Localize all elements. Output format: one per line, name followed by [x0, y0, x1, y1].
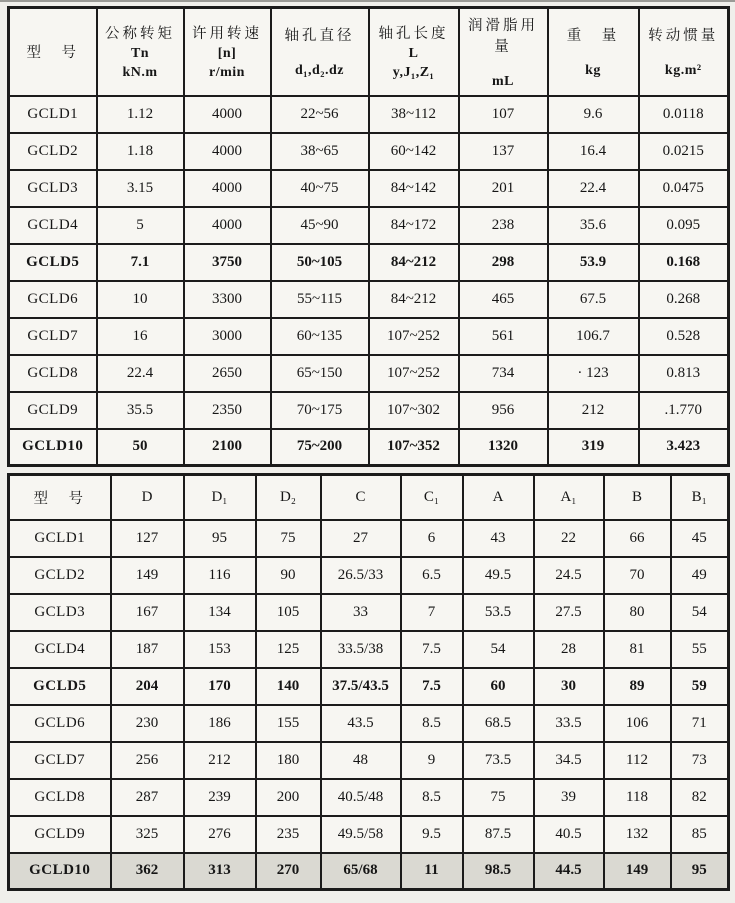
header-line: 轴孔长度 — [378, 26, 449, 43]
value-cell: 7.5 — [401, 668, 463, 705]
value-cell: 1.12 — [97, 96, 184, 133]
value-cell: · 123 — [548, 355, 639, 392]
value-cell: 84~142 — [369, 170, 459, 207]
value-cell: .1.770 — [639, 392, 729, 429]
value-cell: 8.5 — [401, 779, 463, 816]
value-cell: 325 — [111, 816, 184, 853]
value-cell: 187 — [111, 631, 184, 668]
value-cell: 22.4 — [548, 170, 639, 207]
dimension-column-header: D₂ — [256, 475, 321, 520]
value-cell: 127 — [111, 520, 184, 557]
value-cell: 59 — [671, 668, 729, 705]
spec-column-header — [459, 8, 548, 96]
value-cell: 6.5 — [401, 557, 463, 594]
value-cell: 49.5 — [463, 557, 534, 594]
value-cell: 22~56 — [271, 96, 369, 133]
value-cell: 35.5 — [97, 392, 184, 429]
header-line: 轴孔直径 — [284, 28, 355, 45]
value-cell: 33.5 — [534, 705, 604, 742]
spec-column-header — [271, 8, 369, 96]
value-cell: 4000 — [184, 207, 271, 244]
value-cell: 212 — [548, 392, 639, 429]
table-row — [9, 816, 729, 853]
header-line: mL — [492, 73, 514, 89]
dimension-column-header: B₁ — [671, 475, 729, 520]
value-cell: 107 — [459, 96, 548, 133]
value-cell: 24.5 — [534, 557, 604, 594]
value-cell: 2350 — [184, 392, 271, 429]
spec-column-header — [548, 8, 639, 96]
header-line: 重 量 — [566, 28, 620, 45]
dimension-column-header: D₁ — [184, 475, 256, 520]
model-cell: GCLD1 — [9, 520, 111, 557]
value-cell: 70 — [604, 557, 671, 594]
model-cell: GCLD7 — [9, 742, 111, 779]
value-cell: 27 — [321, 520, 401, 557]
model-cell: GCLD9 — [9, 816, 111, 853]
table-row — [9, 355, 729, 392]
value-cell: 33.5/38 — [321, 631, 401, 668]
model-cell: GCLD2 — [9, 557, 111, 594]
table-row — [9, 244, 729, 281]
value-cell: 33 — [321, 594, 401, 631]
value-cell: 8.5 — [401, 705, 463, 742]
value-cell: 49.5/58 — [321, 816, 401, 853]
header-line: Tn — [130, 46, 150, 62]
spec-column-header — [639, 8, 729, 96]
header-line: kg — [585, 63, 601, 79]
value-cell: 35.6 — [548, 207, 639, 244]
value-cell: 68.5 — [463, 705, 534, 742]
table-row — [9, 207, 729, 244]
value-cell: 149 — [111, 557, 184, 594]
scan-artifact-line — [0, 0, 735, 2]
value-cell: 734 — [459, 355, 548, 392]
value-cell: 82 — [671, 779, 729, 816]
model-cell: GCLD3 — [9, 170, 97, 207]
table-row — [9, 557, 729, 594]
value-cell: 90 — [256, 557, 321, 594]
value-cell: 155 — [256, 705, 321, 742]
header-line: kN.m — [122, 65, 158, 81]
value-cell: 313 — [184, 853, 256, 890]
header-line: L — [408, 46, 419, 62]
value-cell: 105 — [256, 594, 321, 631]
table-row — [9, 594, 729, 631]
table-row — [9, 853, 729, 890]
value-cell: 276 — [184, 816, 256, 853]
header-line: d₁,d₂.dz — [295, 63, 344, 79]
value-cell: 0.528 — [639, 318, 729, 355]
dimension-column-header: A — [463, 475, 534, 520]
value-cell: 40~75 — [271, 170, 369, 207]
value-cell: 0.813 — [639, 355, 729, 392]
value-cell: 84~212 — [369, 281, 459, 318]
value-cell: 98.5 — [463, 853, 534, 890]
dimension-column-header: D — [111, 475, 184, 520]
table-row — [9, 668, 729, 705]
dimension-column-header: C₁ — [401, 475, 463, 520]
value-cell: 71 — [671, 705, 729, 742]
model-column-header: 型 号 — [9, 475, 111, 520]
value-cell: 3750 — [184, 244, 271, 281]
value-cell: 40.5 — [534, 816, 604, 853]
value-cell: 2100 — [184, 429, 271, 466]
value-cell: 956 — [459, 392, 548, 429]
dimension-column-header: A₁ — [534, 475, 604, 520]
value-cell: 67.5 — [548, 281, 639, 318]
coupling-performance-table — [7, 6, 730, 467]
model-cell: GCLD5 — [9, 668, 111, 705]
value-cell: 43.5 — [321, 705, 401, 742]
header-line: 许用转速 — [192, 26, 262, 43]
spec-table-header — [9, 8, 729, 96]
dimension-column-header: C — [321, 475, 401, 520]
value-cell: 80 — [604, 594, 671, 631]
model-cell: GCLD7 — [9, 318, 97, 355]
value-cell: 70~175 — [271, 392, 369, 429]
value-cell: 4000 — [184, 170, 271, 207]
header-row — [9, 475, 729, 520]
value-cell: 134 — [184, 594, 256, 631]
value-cell: 0.095 — [639, 207, 729, 244]
value-cell: 66 — [604, 520, 671, 557]
header-line: 公称转矩 — [105, 26, 175, 43]
value-cell: 49 — [671, 557, 729, 594]
value-cell: 54 — [463, 631, 534, 668]
value-cell: 112 — [604, 742, 671, 779]
model-cell: GCLD4 — [9, 207, 97, 244]
value-cell: 107~302 — [369, 392, 459, 429]
value-cell: 6 — [401, 520, 463, 557]
value-cell: 9 — [401, 742, 463, 779]
value-cell: 27.5 — [534, 594, 604, 631]
model-cell: GCLD9 — [9, 392, 97, 429]
header-line: 润滑脂用量 — [468, 17, 538, 55]
value-cell: 4000 — [184, 96, 271, 133]
table-row — [9, 392, 729, 429]
value-cell: 465 — [459, 281, 548, 318]
table-row — [9, 170, 729, 207]
value-cell: 10 — [97, 281, 184, 318]
value-cell: 89 — [604, 668, 671, 705]
value-cell: 132 — [604, 816, 671, 853]
value-cell: 186 — [184, 705, 256, 742]
value-cell: 73 — [671, 742, 729, 779]
value-cell: 60~142 — [369, 133, 459, 170]
value-cell: 0.0118 — [639, 96, 729, 133]
value-cell: 95 — [671, 853, 729, 890]
model-cell: GCLD6 — [9, 281, 97, 318]
dim-table-body — [9, 520, 729, 890]
header-row — [9, 8, 729, 96]
header-line: [n] — [217, 46, 237, 62]
value-cell: 106 — [604, 705, 671, 742]
value-cell: 60~135 — [271, 318, 369, 355]
value-cell: 153 — [184, 631, 256, 668]
value-cell: 37.5/43.5 — [321, 668, 401, 705]
value-cell: 1320 — [459, 429, 548, 466]
value-cell: 3000 — [184, 318, 271, 355]
value-cell: 38~112 — [369, 96, 459, 133]
model-cell: GCLD3 — [9, 594, 111, 631]
value-cell: 0.268 — [639, 281, 729, 318]
value-cell: 167 — [111, 594, 184, 631]
value-cell: 84~212 — [369, 244, 459, 281]
header-line: 转动惯量 — [648, 28, 719, 45]
table-row — [9, 96, 729, 133]
value-cell: 201 — [459, 170, 548, 207]
value-cell: 26.5/33 — [321, 557, 401, 594]
value-cell: 107~252 — [369, 355, 459, 392]
value-cell: 0.0215 — [639, 133, 729, 170]
value-cell: 116 — [184, 557, 256, 594]
table-row — [9, 705, 729, 742]
value-cell: 55~115 — [271, 281, 369, 318]
value-cell: 30 — [534, 668, 604, 705]
model-cell: GCLD4 — [9, 631, 111, 668]
model-column-header — [9, 8, 97, 96]
value-cell: 48 — [321, 742, 401, 779]
value-cell: 55 — [671, 631, 729, 668]
value-cell: 230 — [111, 705, 184, 742]
value-cell: 81 — [604, 631, 671, 668]
value-cell: 125 — [256, 631, 321, 668]
model-cell: GCLD10 — [9, 853, 111, 890]
value-cell: 137 — [459, 133, 548, 170]
value-cell: 84~172 — [369, 207, 459, 244]
value-cell: 3.15 — [97, 170, 184, 207]
value-cell: 7 — [401, 594, 463, 631]
value-cell: 65/68 — [321, 853, 401, 890]
value-cell: 34.5 — [534, 742, 604, 779]
value-cell: 362 — [111, 853, 184, 890]
value-cell: 39 — [534, 779, 604, 816]
value-cell: 43 — [463, 520, 534, 557]
model-cell: GCLD2 — [9, 133, 97, 170]
value-cell: 7.1 — [97, 244, 184, 281]
table-row — [9, 429, 729, 466]
value-cell: 50~105 — [271, 244, 369, 281]
value-cell: 53.5 — [463, 594, 534, 631]
table-row — [9, 779, 729, 816]
value-cell: 0.0475 — [639, 170, 729, 207]
spec-column-header — [184, 8, 271, 96]
header-line: kg.m² — [664, 63, 702, 79]
value-cell: 75 — [463, 779, 534, 816]
value-cell: 16.4 — [548, 133, 639, 170]
value-cell: 40.5/48 — [321, 779, 401, 816]
value-cell: 11 — [401, 853, 463, 890]
value-cell: 238 — [459, 207, 548, 244]
value-cell: 4000 — [184, 133, 271, 170]
value-cell: 87.5 — [463, 816, 534, 853]
value-cell: 204 — [111, 668, 184, 705]
header-line: r/min — [209, 65, 245, 81]
spec-table-body — [9, 96, 729, 466]
value-cell: 256 — [111, 742, 184, 779]
model-cell: GCLD8 — [9, 779, 111, 816]
spec-column-header — [97, 8, 184, 96]
model-cell: GCLD1 — [9, 96, 97, 133]
model-cell: GCLD8 — [9, 355, 97, 392]
header-line: y,J₁,Z₁ — [392, 65, 435, 81]
value-cell: 287 — [111, 779, 184, 816]
table-row — [9, 631, 729, 668]
coupling-dimensions-table — [7, 473, 730, 891]
value-cell: 7.5 — [401, 631, 463, 668]
dim-table-header — [9, 475, 729, 520]
value-cell: 212 — [184, 742, 256, 779]
table-row — [9, 520, 729, 557]
model-cell: GCLD6 — [9, 705, 111, 742]
value-cell: 107~352 — [369, 429, 459, 466]
dimension-column-header: B — [604, 475, 671, 520]
table-row — [9, 318, 729, 355]
value-cell: 107~252 — [369, 318, 459, 355]
value-cell: 95 — [184, 520, 256, 557]
value-cell: 22.4 — [97, 355, 184, 392]
value-cell: 5 — [97, 207, 184, 244]
value-cell: 319 — [548, 429, 639, 466]
value-cell: 9.5 — [401, 816, 463, 853]
value-cell: 50 — [97, 429, 184, 466]
value-cell: 0.168 — [639, 244, 729, 281]
value-cell: 561 — [459, 318, 548, 355]
value-cell: 73.5 — [463, 742, 534, 779]
value-cell: 149 — [604, 853, 671, 890]
value-cell: 1.18 — [97, 133, 184, 170]
value-cell: 53.9 — [548, 244, 639, 281]
value-cell: 16 — [97, 318, 184, 355]
value-cell: 2650 — [184, 355, 271, 392]
value-cell: 170 — [184, 668, 256, 705]
value-cell: 3300 — [184, 281, 271, 318]
value-cell: 45 — [671, 520, 729, 557]
model-cell: GCLD5 — [9, 244, 97, 281]
model-cell: GCLD10 — [9, 429, 97, 466]
value-cell: 239 — [184, 779, 256, 816]
value-cell: 85 — [671, 816, 729, 853]
value-cell: 140 — [256, 668, 321, 705]
value-cell: 44.5 — [534, 853, 604, 890]
value-cell: 118 — [604, 779, 671, 816]
value-cell: 9.6 — [548, 96, 639, 133]
value-cell: 235 — [256, 816, 321, 853]
value-cell: 45~90 — [271, 207, 369, 244]
value-cell: 75 — [256, 520, 321, 557]
value-cell: 65~150 — [271, 355, 369, 392]
value-cell: 270 — [256, 853, 321, 890]
table-row — [9, 133, 729, 170]
spec-column-header — [369, 8, 459, 96]
value-cell: 106.7 — [548, 318, 639, 355]
value-cell: 298 — [459, 244, 548, 281]
value-cell: 60 — [463, 668, 534, 705]
value-cell: 38~65 — [271, 133, 369, 170]
value-cell: 180 — [256, 742, 321, 779]
value-cell: 3.423 — [639, 429, 729, 466]
table-row — [9, 281, 729, 318]
document-sheet — [7, 6, 727, 891]
value-cell: 22 — [534, 520, 604, 557]
value-cell: 54 — [671, 594, 729, 631]
value-cell: 75~200 — [271, 429, 369, 466]
table-row — [9, 742, 729, 779]
value-cell: 200 — [256, 779, 321, 816]
value-cell: 28 — [534, 631, 604, 668]
header-line: 型 号 — [26, 45, 79, 62]
